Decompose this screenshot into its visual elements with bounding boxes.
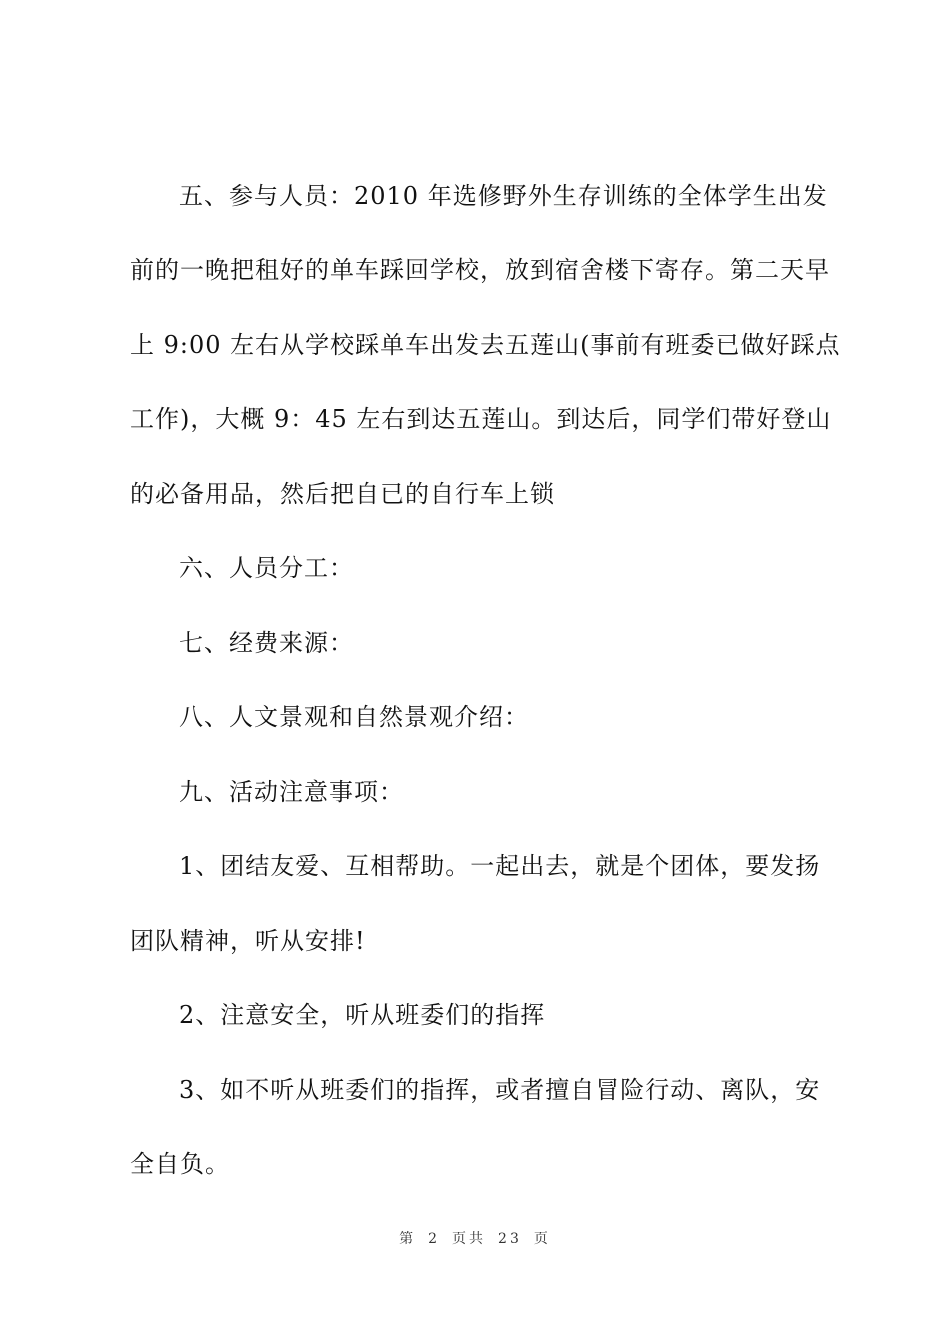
scenery-heading: 八、人文景观和自然景观介绍： [179, 703, 529, 731]
note-1-line-1: 1、团结友爱、互相帮助。一起出去，就是个团体，要发扬 [179, 852, 821, 880]
footer-middle: 页共 [452, 1231, 487, 1247]
participants-line-2: 前的一晚把租好的单车踩回学校，放到宿舍楼下寄存。第二天早 [130, 256, 830, 284]
footer-suffix: 页 [533, 1231, 551, 1247]
footer-current-page: 2 [428, 1231, 441, 1247]
note-2-line-1: 2、注意安全，听从班委们的指挥 [179, 1001, 546, 1029]
notes-heading: 九、活动注意事项： [179, 778, 404, 806]
note-3-line-2: 全自负。 [130, 1150, 230, 1178]
note-3-line-1: 3、如不听从班委们的指挥，或者擅自冒险行动、离队，安 [179, 1076, 821, 1104]
page-footer [0, 1228, 950, 1248]
footer-prefix: 第 [399, 1231, 417, 1247]
participants-line-1: 五、参与人员：2010 年选修野外生存训练的全体学生出发 [179, 182, 828, 210]
participants-line-3: 上 9:00 左右从学校踩单车出发去五莲山(事前有班委已做好踩点 [130, 331, 841, 359]
footer-total-pages: 23 [498, 1231, 522, 1247]
note-1-line-2: 团队精神，听从安排! [130, 927, 366, 955]
division-heading: 六、人员分工： [179, 554, 354, 582]
funding-heading: 七、经费来源： [179, 629, 354, 657]
participants-line-4: 工作)，大概 9：45 左右到达五莲山。到达后，同学们带好登山 [130, 405, 832, 433]
participants-line-5: 的必备用品，然后把自已的自行车上锁 [130, 480, 555, 508]
